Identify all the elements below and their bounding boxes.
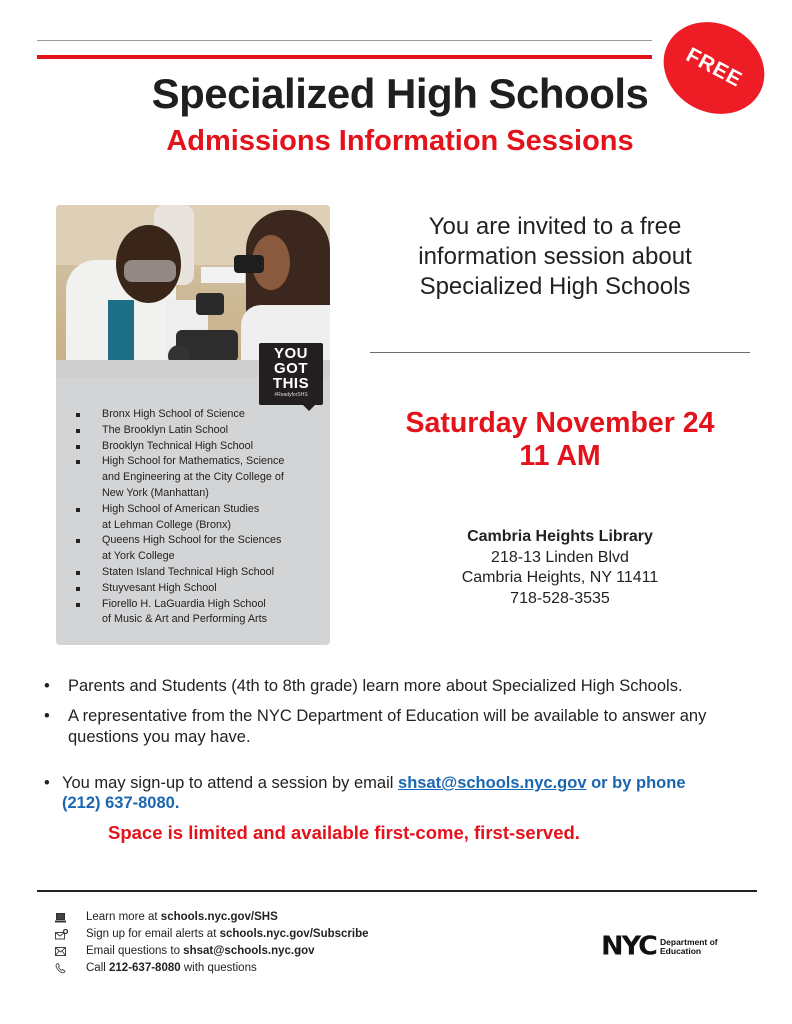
page-subtitle: Admissions Information Sessions: [166, 125, 634, 157]
venue-address: [370, 527, 750, 609]
footer-contact-list: [55, 909, 369, 977]
signup-email-link[interactable]: shsat@schools.nyc.gov: [398, 774, 587, 792]
school-list-card: [56, 205, 330, 645]
footer-item-email: Email questions to shsat@schools.nyc.gov: [55, 943, 369, 960]
nyc-logo-mark: NYC: [601, 931, 657, 962]
space-limited-notice: Space is limited and available first-come, first-served.: [108, 822, 580, 843]
list-item: The Brooklyn Latin School: [72, 423, 322, 439]
signup-phone: (212) 637-8080.: [62, 794, 180, 812]
phone-icon: [55, 963, 86, 974]
venue-phone: 718-528-3535: [510, 589, 610, 607]
event-datetime: [370, 407, 750, 473]
venue-name: Cambria Heights Library: [467, 528, 653, 545]
section-divider: [370, 352, 750, 353]
top-gray-rule: [37, 40, 652, 41]
list-item: Brooklyn Technical High School: [72, 439, 322, 455]
event-time: 11 AM: [519, 440, 601, 472]
school-list: [72, 407, 322, 628]
list-item: Bronx High School of Science: [72, 407, 322, 423]
list-item: • A representative from the NYC Department of Education will be available to answer any questions you may have.: [44, 706, 764, 748]
hashtag: #ReadyforSHS: [274, 392, 308, 398]
list-item: High School of American Studies at Lehman College (Bronx): [72, 502, 322, 534]
footer-item-subscribe: Sign up for email alerts at schools.nyc.gov/Subscribe: [55, 926, 369, 943]
invitation-text: You are invited to a free information session about Specialized High Schools: [418, 213, 692, 300]
list-item: Staten Island Technical High School: [72, 565, 322, 581]
signup-info: • You may sign-up to attend a session by email shsat@schools.nyc.gov or by phone (212) 637-8080.: [44, 774, 686, 812]
list-item: Stuyvesant High School: [72, 581, 322, 597]
venue-street: 218-13 Linden Blvd: [491, 548, 629, 566]
envelope-icon: [55, 947, 86, 956]
venue-city: Cambria Heights, NY 11411: [461, 569, 659, 586]
list-item: High School for Mathematics, Science and Engineering at the City College of New York (Manhattan): [72, 454, 322, 501]
footer-item-learn-more: Learn more at schools.nyc.gov/SHS: [55, 909, 369, 926]
details-list: [44, 676, 764, 757]
list-item: Fiorello H. LaGuardia High School of Music & Art and Performing Arts: [72, 597, 322, 629]
doe-logo-text: Department of Education: [660, 936, 718, 956]
free-badge-label: FREE: [682, 43, 747, 92]
page-title: Specialized High Schools: [151, 70, 649, 117]
footer-item-call: Call 212-637-8080 with questions: [55, 960, 369, 977]
email-alert-icon: [55, 929, 86, 940]
nyc-doe-logo: [601, 931, 718, 962]
top-red-rule: [37, 55, 652, 59]
list-item: Queens High School for the Sciences at York College: [72, 533, 322, 565]
computer-icon: [55, 913, 86, 923]
list-item: • Parents and Students (4th to 8th grade) learn more about Specialized High Schools.: [44, 676, 764, 697]
event-date: Saturday November 24: [405, 407, 715, 439]
you-got-this-badge: YOU GOT THIS #ReadyforSHS: [259, 343, 323, 405]
footer-rule: [37, 890, 757, 892]
